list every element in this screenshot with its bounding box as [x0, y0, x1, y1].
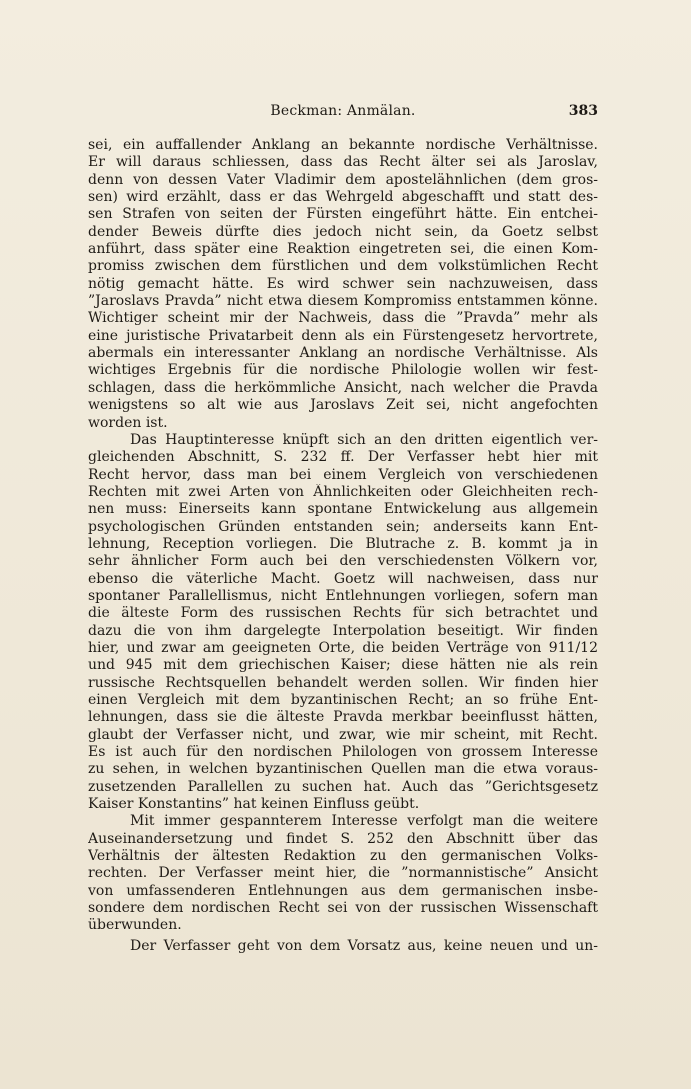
text-line: Rechten mit zwei Arten von Ähnlichkeiten oder Gleichheiten rech-	[88, 483, 598, 500]
text-line: russische Rechtsquellen behandelt werden sollen. Wir finden hier	[88, 674, 598, 691]
text-line: Wichtiger scheint mir der Nachweis, dass die ”Pravda” mehr als	[88, 310, 598, 327]
text-line: Recht hervor, dass man bei einem Vergleich von verschiedenen	[88, 466, 598, 483]
text-line: sondere dem nordischen Recht sei von der russischen Wissenschaft	[88, 900, 598, 917]
text-line: Mit immer gespannterem Interesse verfolgt man die weitere	[130, 813, 598, 830]
text-line: Es ist auch für den nordischen Philologen von grossem Interesse	[88, 744, 598, 761]
text-line: Der Verfasser geht von dem Vorsatz aus, keine neuen und un-	[130, 937, 598, 954]
text-line: anführt, dass später eine Reaktion eingetreten sei, die einen Kom-	[88, 241, 598, 258]
text-line: Verhältnis der ältesten Redaktion zu den germanischen Volks-	[88, 848, 598, 865]
text-line: sen) wird erzählt, dass er das Wehrgeld abgeschafft und statt des-	[88, 189, 598, 206]
body-text	[88, 137, 598, 955]
text-line: ebenso die väterliche Macht. Goetz will nachweisen, dass nur	[88, 570, 598, 587]
paragraph	[88, 137, 598, 432]
text-line: dender Beweis dürfte dies jedoch nicht sein, da Goetz selbst	[88, 223, 598, 240]
text-line: rechten. Der Verfasser meint hier, die ”normannistische” Ansicht	[88, 865, 598, 882]
text-line: sei, ein auffallender Anklang an bekannte nordische Verhältnisse.	[88, 137, 598, 153]
text-line: wichtiges Ergebnis für die nordische Philologie wollen wir fest-	[88, 362, 598, 379]
text-line: Er will daraus schliessen, dass das Recht älter sei als Jaroslav,	[88, 154, 598, 171]
running-title: Beckman: Anmälan.	[270, 103, 416, 119]
page-number: 383	[568, 103, 598, 119]
text-line: gleichenden Abschnitt, S. 232 ff. Der Verfasser hebt hier mit	[88, 449, 598, 466]
text-line: und 945 mit dem griechischen Kaiser; diese hätten nie als rein	[88, 657, 598, 674]
running-head	[88, 103, 598, 125]
text-line: einen Vergleich mit dem byzantinischen Recht; an so frühe Ent-	[88, 692, 598, 708]
text-line: hier, und zwar am geeigneten Orte, die beiden Verträge von 911/12	[88, 639, 598, 656]
text-line: zu sehen, in welchen byzantinischen Quellen man die etwa voraus-	[88, 761, 598, 778]
text-line: lehnungen, dass sie die älteste Pravda merkbar beeinflusst hätten,	[88, 709, 598, 726]
text-line: psychologischen Gründen entstanden sein; anderseits kann Ent-	[88, 518, 598, 535]
text-line: zusetzenden Parallellen zu suchen hat. Auch das ”Gerichtsgesetz	[88, 778, 598, 795]
text-line: wenigstens so alt wie aus Jaroslavs Zeit sei, nicht angefochten	[88, 397, 598, 414]
text-line: lehnung, Reception vorliegen. Die Blutrache z. B. kommt ja in	[88, 535, 598, 552]
text-line: sehr ähnlicher Form auch bei den verschiedensten Völkern vor,	[88, 553, 598, 570]
paragraph	[88, 938, 598, 955]
text-line: spontaner Parallellismus, nicht Entlehnungen vorliegen, sofern man	[88, 587, 598, 604]
text-line: eine juristische Privatarbeit denn als ein Fürstengesetz hervortrete,	[88, 327, 598, 344]
text-line: Das Hauptinteresse knüpft sich an den dritten eigentlich ver-	[130, 431, 598, 448]
text-line: abermals ein interessanter Anklang an nordische Verhältnisse. Als	[88, 345, 598, 362]
text-line: überwunden.	[88, 917, 182, 934]
text-line: denn von dessen Vater Vladimir dem apostelähnlichen (dem gros-	[88, 171, 598, 188]
text-line: worden ist.	[88, 414, 168, 431]
text-line: glaubt der Verfasser nicht, und zwar, wie mir scheint, mit Recht.	[88, 726, 598, 743]
text-line: nötig gemacht hätte. Es wird schwer sein nachzuweisen, dass	[88, 275, 598, 292]
text-line: nen muss: Einerseits kann spontane Entwickelung aus allgemein	[88, 501, 598, 518]
text-line: von umfassenderen Entlehnungen aus dem germanischen insbe-	[88, 882, 598, 899]
paragraph	[88, 432, 598, 814]
text-line: Kaiser Konstantins” hat keinen Einfluss geübt.	[88, 796, 420, 813]
text-line: sen Strafen von seiten der Fürsten eingeführt hätte. Ein entchei-	[88, 206, 598, 223]
text-line: Auseinandersetzung und findet S. 252 den Abschnitt über das	[88, 830, 598, 847]
text-line: dazu die von ihm dargelegte Interpolation beseitigt. Wir finden	[88, 622, 598, 639]
text-line: promiss zwischen dem fürstlichen und dem volkstümlichen Recht	[88, 258, 598, 275]
text-line: ”Jaroslavs Pravda” nicht etwa diesem Kompromiss entstammen könne.	[88, 293, 598, 310]
text-line: die älteste Form des russischen Rechts für sich betrachtet und	[88, 605, 598, 622]
text-line: schlagen, dass die herkömmliche Ansicht, nach welcher die Pravda	[88, 379, 598, 396]
paragraph	[88, 813, 598, 934]
